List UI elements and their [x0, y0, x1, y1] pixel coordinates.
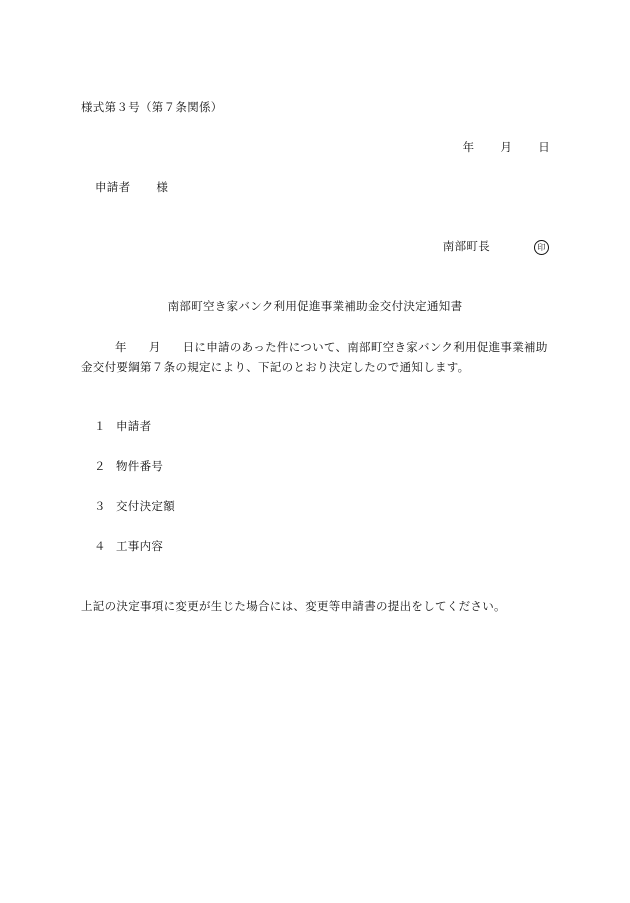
issuer — [443, 238, 549, 255]
body-year: 年 — [115, 340, 127, 354]
addressee — [95, 179, 168, 195]
item-label: 工事内容 — [116, 539, 164, 553]
item-number: ４ — [94, 539, 106, 553]
body-paragraph — [81, 337, 553, 377]
date-month: 月 — [500, 140, 513, 154]
item-label: 申請者 — [116, 419, 152, 433]
item-number: ３ — [94, 499, 106, 513]
seal-mark: 印 — [534, 240, 549, 255]
item-number: １ — [94, 419, 106, 433]
form-number: 様式第３号（第７条関係） — [81, 100, 223, 114]
date-day: 日 — [538, 140, 550, 154]
item-grant-amount — [94, 498, 175, 514]
item-label: 交付決定額 — [116, 499, 175, 513]
document-title: 南部町空き家バンク利用促進事業補助金交付決定通知書 — [167, 299, 463, 313]
item-property-number — [94, 458, 163, 474]
body-month: 月 — [148, 340, 161, 354]
item-construction-details — [94, 538, 163, 554]
item-label: 物件番号 — [116, 459, 164, 473]
closing-note: 上記の決定事項に変更が生じた場合には、変更等申請書の提出をしてください。 — [81, 599, 506, 613]
date-year: 年 — [462, 140, 475, 154]
body-text: 日に申請のあった件について、南部町空き家バンク利用促進事業補助金交付要綱第７条の規定により、下記のとおり決定したので通知します。 — [81, 340, 548, 374]
addressee-honorific: 様 — [156, 180, 169, 194]
issuer-name: 南部町長 — [442, 239, 490, 253]
item-number: ２ — [94, 459, 106, 473]
addressee-label: 申請者 — [95, 180, 131, 194]
date-line — [463, 139, 550, 155]
item-applicant — [94, 418, 151, 434]
